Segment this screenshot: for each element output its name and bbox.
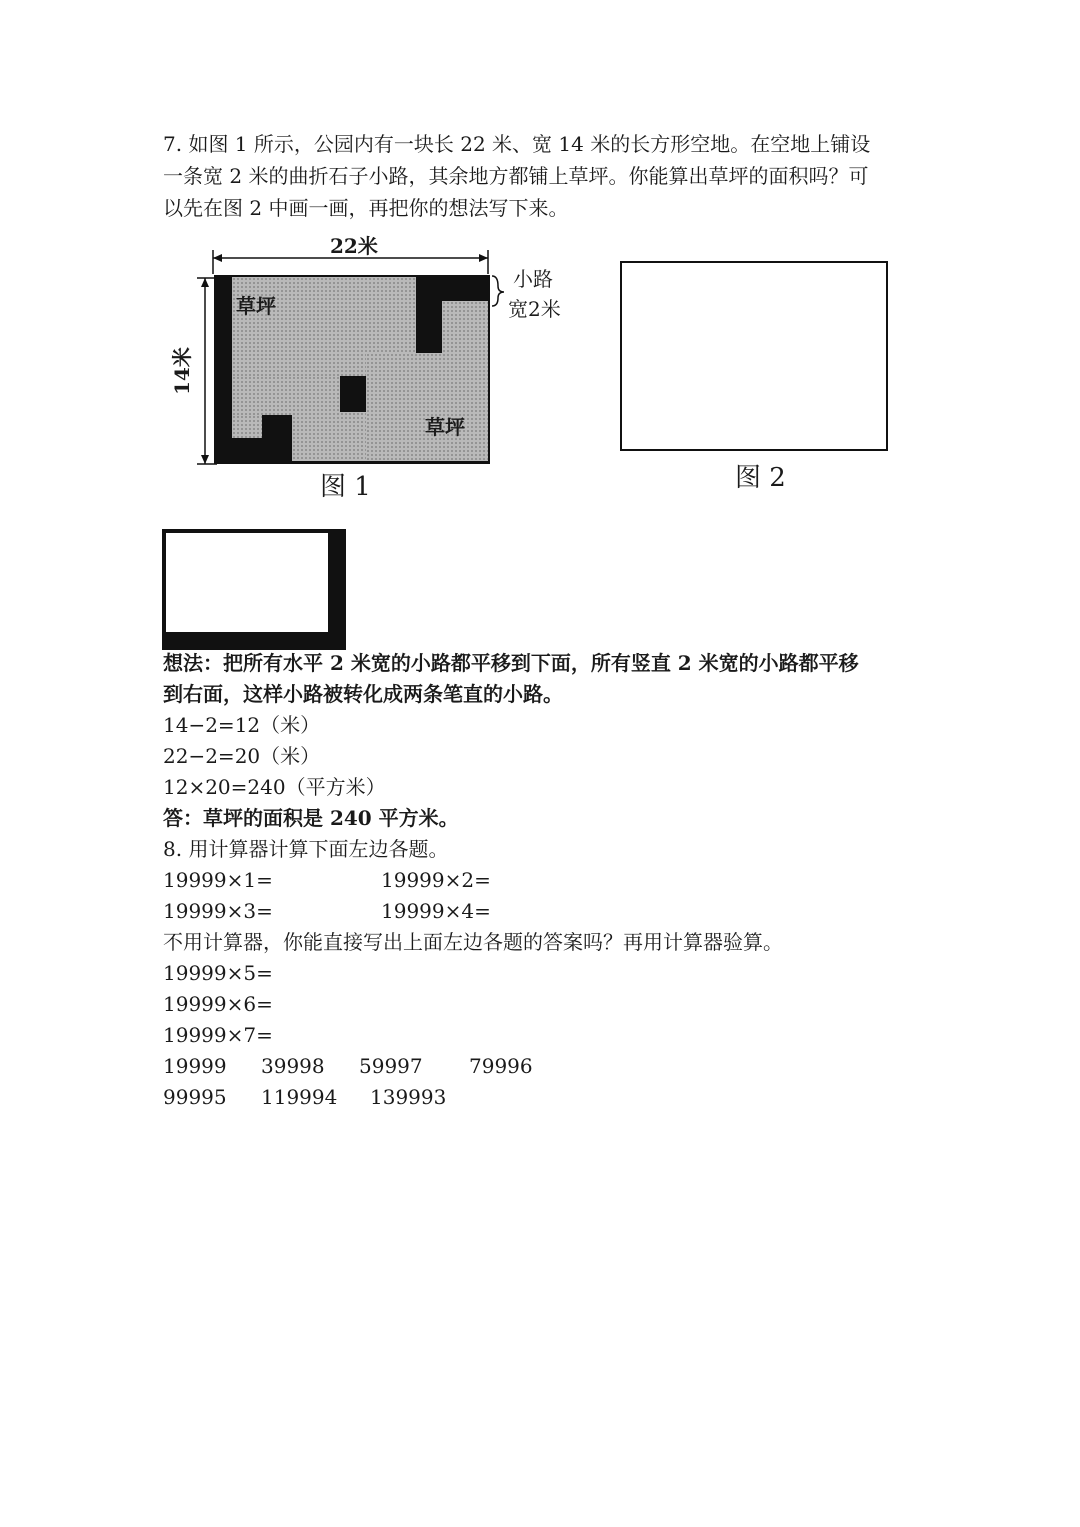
q8-prompt: 不用计算器，你能直接写出上面左边各题的答案吗？再用计算器验算。 [163, 930, 783, 954]
figure-2-caption: 图 2 [735, 463, 786, 493]
q7-line-3: 以先在图 2 中画一画，再把你的想法写下来。 [163, 196, 569, 220]
idea-line-1: 想法：把所有水平 2 米宽的小路都平移到下面，所有竖直 2 米宽的小路都平移 [163, 651, 859, 675]
figure-1-road-label: 小路 [513, 267, 553, 291]
q8-item: 19999×6= [163, 992, 273, 1016]
calc-line-1: 14−2=12（米） [163, 713, 321, 737]
grass-region [292, 412, 366, 461]
q8-item: 19999×2= [381, 868, 491, 892]
q8-answer: 79996 [469, 1054, 533, 1078]
figure-1-width-label: 22米 [330, 234, 378, 258]
q8-answer: 39998 [261, 1054, 325, 1078]
answer-line: 答：草坪的面积是 240 平方米。 [163, 806, 459, 830]
q7-line-1: 7. 如图 1 所示，公园内有一块长 22 米、宽 14 米的长方形空地。在空地上铺设 [163, 132, 871, 156]
q8-answer: 139993 [370, 1085, 447, 1109]
q8-item: 19999×3= [163, 899, 273, 923]
q8-item: 19999×1= [163, 868, 273, 892]
figure-1-height-label: 14米 [170, 347, 194, 395]
solution-diagram-grass [166, 533, 328, 632]
q8-item: 19999×7= [163, 1023, 273, 1047]
figure-1-road-width-label: 宽2米 [508, 297, 561, 321]
q8-answer: 59997 [359, 1054, 423, 1078]
q8-answer: 119994 [261, 1085, 338, 1109]
grass-region [232, 415, 262, 438]
grass-region [366, 353, 442, 461]
idea-line-2: 到右面，这样小路被转化成两条笔直的小路。 [163, 682, 563, 706]
q7-line-2: 一条宽 2 米的曲折石子小路，其余地方都铺上草坪。你能算出草坪的面积吗？可 [163, 164, 869, 188]
q8-answer: 19999 [163, 1054, 227, 1078]
calc-line-3: 12×20=240（平方米） [163, 775, 386, 799]
q8-title: 8. 用计算器计算下面左边各题。 [163, 837, 449, 861]
grass-region [232, 376, 340, 415]
calc-line-2: 22−2=20（米） [163, 744, 321, 768]
figure-1-caption: 图 1 [320, 472, 371, 502]
q8-item: 19999×5= [163, 961, 273, 985]
figure-1-grass-label: 草坪 [236, 294, 276, 318]
q8-item: 19999×4= [381, 899, 491, 923]
q8-answer: 99995 [163, 1085, 227, 1109]
figure-1-grass-label: 草坪 [425, 415, 465, 439]
figure-2-blank-rectangle [620, 261, 888, 451]
solution-diagram [162, 529, 346, 650]
